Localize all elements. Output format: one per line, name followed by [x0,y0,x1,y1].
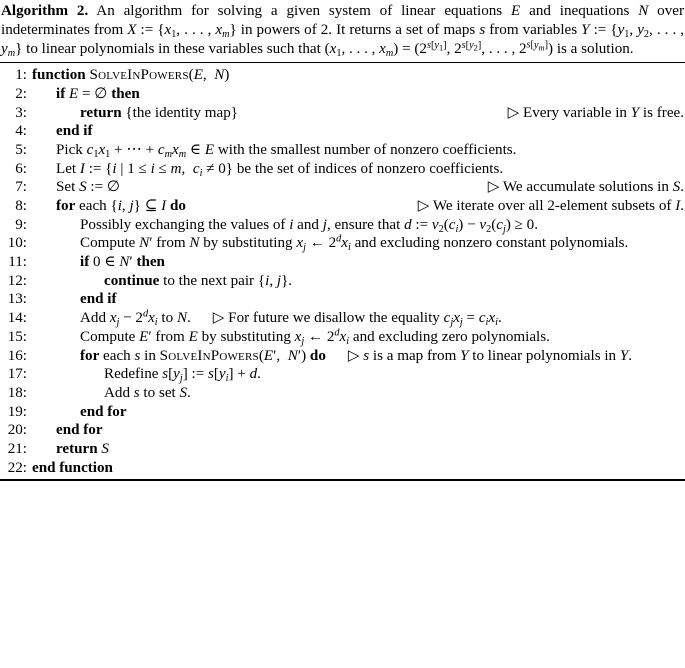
algo-line-9: 9 : Possibly exchanging the values of i and j, ensure that d := $\nu_2(c_i) - \nu_2(c_j) \ge 0$. [1,216,684,235]
algo-line-13 [1,290,684,309]
algo-line-7: 7 : ▷ We accumulate solutions in S. Set S := ∅ [1,178,684,197]
algo-line-6: 6 : Let I := {i | 1 ≤ i ≤ m, $c_i \ne 0$} be the set of indices of nonzero coefficients. [1,160,684,179]
line-number: 10 : [1,234,27,253]
keyword-return: return [56,440,98,457]
line-number: 4 : [1,122,27,141]
keyword-for: for [80,347,100,364]
keyword-end-function: end function [32,459,113,476]
keyword-continue: continue [104,272,160,289]
line-number: 5 : [1,141,27,160]
line-number: 3 : [1,104,27,123]
keyword-do: do [309,347,326,364]
algo-line-15: 15 : Compute E′ from E by substituting $x_j$ ← $2^dx_i$ and excluding zero polynomials. [1,328,684,347]
line-comment-8: ▷ We iterate over all 2-element subsets of I. [417,198,684,215]
line-number: 22 : [1,459,27,478]
algo-line-20 [1,421,684,440]
line-number: 19 : [1,403,27,422]
procedure-name: SolveInPowers [89,67,189,84]
keyword-return: return [80,104,122,121]
line-number: 15 : [1,328,27,347]
algo-line-4 [1,122,684,141]
keyword-end-for: end for [80,403,127,420]
line-number: 2 : [1,85,27,104]
algo-line-14: 14 : Add $x_j - 2^dx_i$ to N. ▷ For future we disallow the equality $c_jx_j = c_ix_i$. [1,309,684,328]
algo-line-10: 10 : Compute N′ from N by substituting $x_j$ ← $2^dx_i$ and excluding nonzero constant polynomials. [1,234,684,253]
line-number: 14 : [1,309,27,328]
line-number: 8 : [1,197,27,216]
keyword-end-if: end if [56,123,93,140]
algo-line-19 [1,403,684,422]
line-number: 16 : [1,347,27,366]
keyword-then: then [136,254,165,271]
algo-line-22 [1,459,684,478]
line-number: 18 : [1,384,27,403]
line-comment-14: ▷ For future we disallow the equality $c_jx_j = c_ix_i$. [212,310,502,329]
keyword-if: if [80,254,90,271]
line-number: 7 : [1,178,27,197]
algo-line-1: 1 : function SolveInPowers(E, N) [1,66,684,85]
algo-line-8: 8 : ▷ We iterate over all 2-element subsets of I. for each {i, j} ⊆ I do [1,197,684,216]
algorithm-bottom-rule [0,479,685,481]
line-number: 9 : [1,216,27,235]
keyword-do: do [169,198,186,215]
algo-line-16: 16 : for each s in SolveInPowers(E′, N′) do ▷ s is a map from Y to linear polynomials in Y. [1,347,684,366]
line-number: 13 : [1,290,27,309]
line-number: 20 : [1,421,27,440]
algo-line-3: 3 : ▷ Every variable in Y is free. return {the identity map} [1,104,684,123]
line-number: 6 : [1,160,27,179]
algorithm-caption: Algorithm 2. An algorithm for solving a given system of linear equations E and inequations N over indeterminates from X := {$x_1$, . . . , $x_m$} in powers of 2. It returns a set of maps s from variables Y := {$y_1$, $y_2$, . . . , $y_m$} to linear polynomials in these variables such that ($x_1$, . . . , $x_m) = (2^{s[y_1]}$, $2^{s[y_2]}$, . . . , $2^{s[y_m]}$) is a solution. [1,3,685,60]
algo-line-2: 2 : if E = ∅ then [1,85,684,104]
algo-line-17: 17 : Redefine $s[y_j]$ := $s[y_i] + d$. [1,365,684,384]
algo-line-18: 18 : Add s to set S. [1,384,684,403]
line-comment-3: ▷ Every variable in Y is free. [507,104,684,121]
keyword-for: for [56,198,76,215]
line-number: 21 : [1,440,27,459]
line-number: 17 : [1,365,27,384]
algo-line-12: 12 : continue to the next pair {i, j}. [1,272,684,291]
algorithm-body [0,63,685,479]
keyword-if: if [56,85,66,102]
algo-line-11: 11 : if 0 ∈ N′ then [1,253,684,272]
keyword-function: function [32,67,86,84]
line-number: 1 : [1,66,27,85]
keyword-then: then [111,85,140,102]
algorithm-label: Algorithm 2. [1,3,89,19]
line-number: 11 : [1,253,27,272]
line-number: 12 : [1,272,27,291]
keyword-end-if: end if [80,291,117,308]
keyword-end-for: end for [56,422,103,439]
procedure-name: SolveInPowers [159,347,259,364]
algo-line-21: 21 : return S [1,440,684,459]
line-comment-7: ▷ We accumulate solutions in S. [487,179,684,196]
line-comment-16: ▷ s is a map from Y to linear polynomials in Y. [347,347,633,364]
algo-line-5: 5 : Pick $c_1x_1$ + ⋅⋅⋅ + $c_mx_m$ ∈ E with the smallest number of nonzero coefficients. [1,141,684,160]
